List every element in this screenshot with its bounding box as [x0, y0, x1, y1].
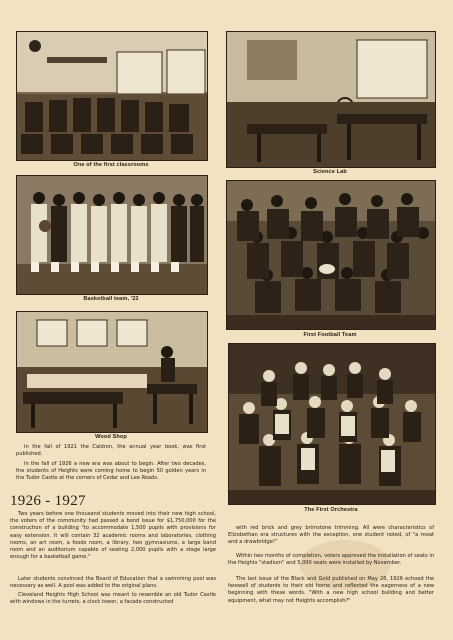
caldron-paragraph: In the fall of 1921 the Caldron, the annual year book, was first published.: [16, 444, 206, 458]
body-paragraph: Within two months of completion, voters approved the installation of seats in the Heights "stadium" and 5,000 seats were installed by November.: [228, 553, 434, 567]
body-paragraph: The last issue of the Black and Gold published on May 28, 1926 echoed the farewell of students to their old home and reflected the eagerness of a new beginning with these words. "With a new high school building and better equipment, what may not Heights accomplish?": [228, 576, 434, 604]
body-paragraph: Later students convinced the Board of Education that a swimming pool was necessary as well. A pool was added to the original plans.: [10, 576, 216, 590]
wood-shop-photo: [16, 311, 208, 433]
science-lab-photo: [226, 31, 436, 168]
body-paragraph: with red brick and grey brimstone trimming. All were characteristics of Elizobethan era structures with the exception, one student noted, of "a moat and a drawbridge!": [228, 525, 434, 546]
body-paragraph: Two years before one thousand students moved into their new high school, the voters of the community had passed a bond issue for $1,750,000 for the construction of a building "to accommodate 1,500 pupils with provisions for easy extension. It will contain 32 academic rooms and laboratories, clothing rooms, an art room, a foods room, a library, two gymnasiums, a large band room and an auditorium capable of seating 2,000 pupils with a stage large enough for a basketball game.": [10, 511, 216, 561]
classroom-photo: [16, 31, 208, 161]
football-caption: First Football Team: [303, 332, 357, 338]
year-heading: 1926 - 1927: [10, 493, 86, 509]
football-team-photo: [226, 180, 436, 330]
classroom-caption: One of the first classrooms: [73, 162, 149, 168]
basketball-team-photo: [16, 175, 208, 295]
basketball-caption: Basketball team, '22: [83, 296, 139, 302]
wood-shop-caption: Wood Shop: [95, 434, 127, 440]
new-era-paragraph: In the fall of 1926 a new era was about to begin. After two decades, the students of Heights were coming home to begin 50 golden years in the Tudor Castle at the corners of Cedar and Lee Roads.: [16, 461, 206, 482]
body-paragraph: Cleveland Heights High School was meant to resemble an old Tudor Castle with windows in the turrets, a clock tower, a facade constructed: [10, 592, 216, 606]
orchestra-caption: The First Orchestra: [304, 507, 358, 513]
orchestra-photo: [228, 343, 436, 505]
science-lab-caption: Science Lab: [313, 169, 347, 175]
